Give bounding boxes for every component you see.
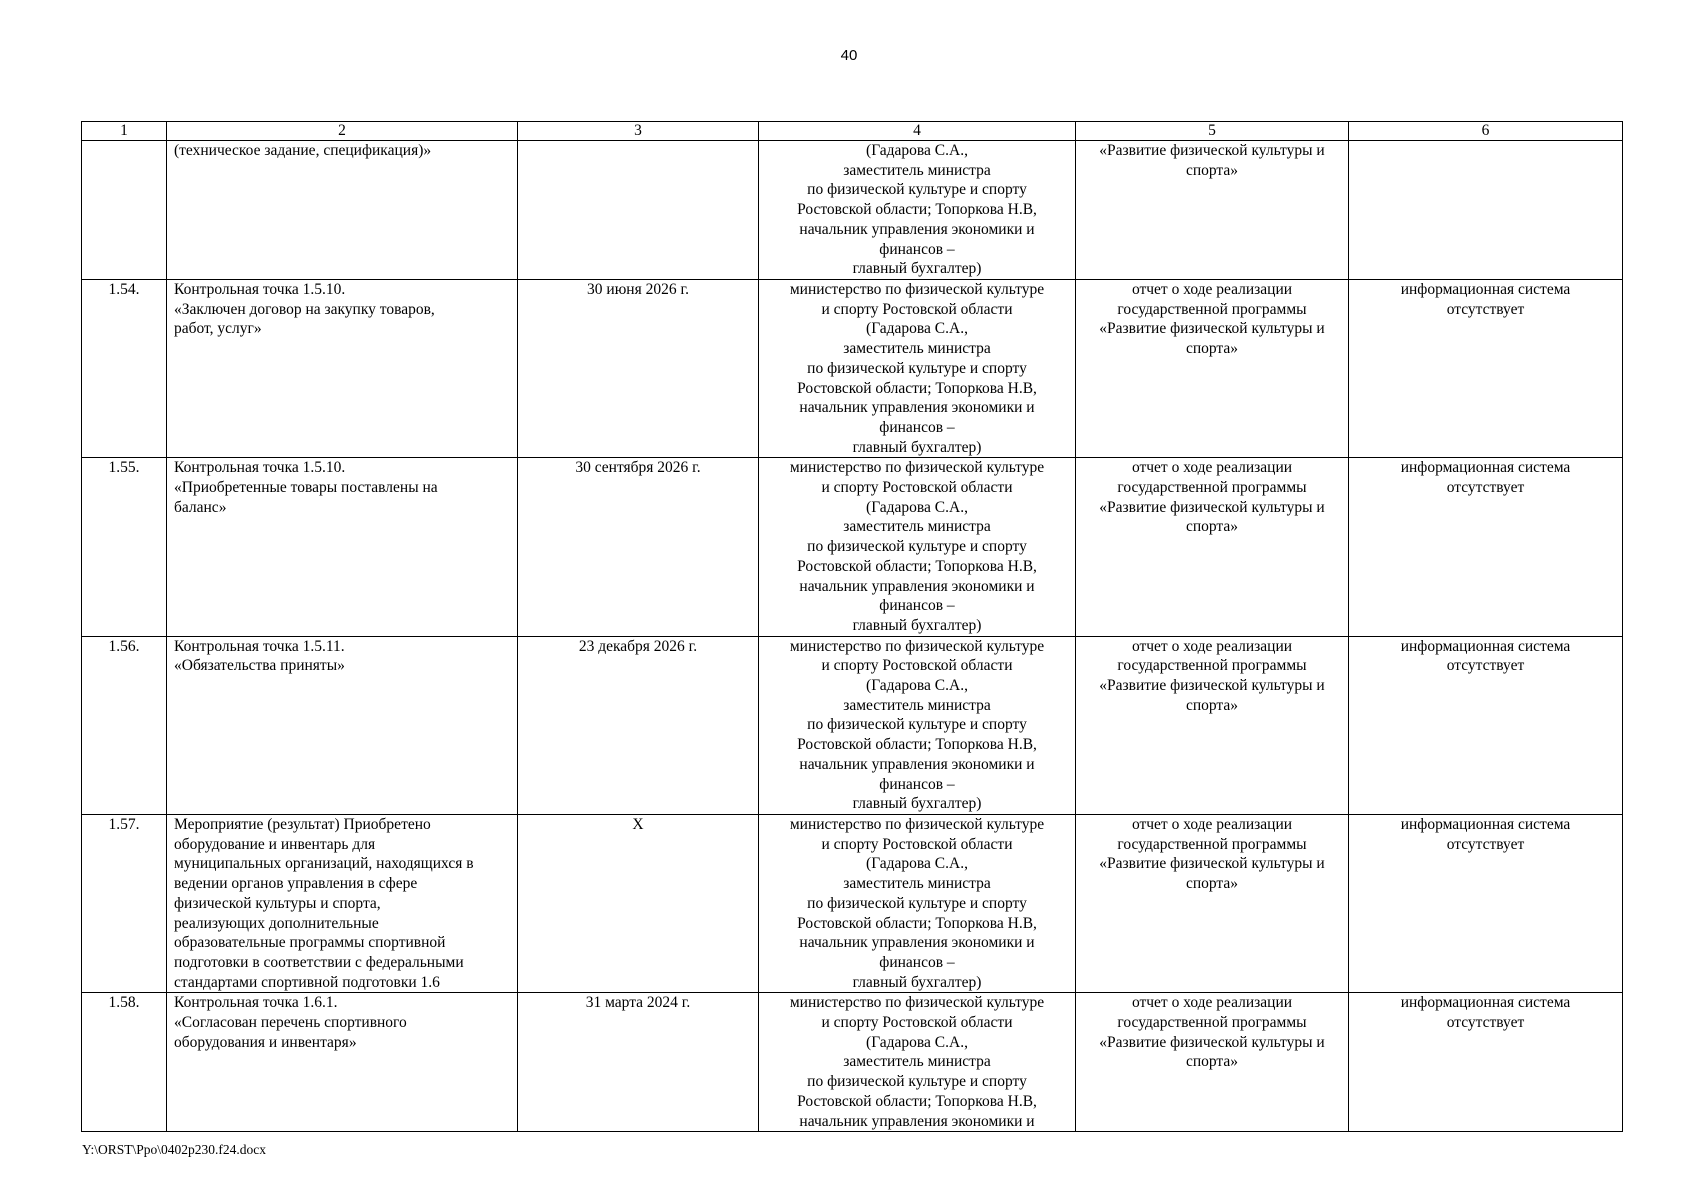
- page-number: 40: [840, 47, 858, 64]
- item-name-cell: Мероприятие (результат) Приобретено оборудование и инвентарь для муниципальных организаций, находящихся в ведении органов управления в сфере физической культуры и спорта, реализующих дополнительные образовательные программы спортивной подготовки в соответствии с федеральными стандартами спортивной подготовки 1.6: [167, 814, 518, 992]
- row-number-cell: 1.58.: [82, 993, 167, 1132]
- table-row: [82, 993, 1623, 1132]
- document-cell: отчет о ходе реализации государственной программы «Развитие физической культуры и спорта»: [1076, 280, 1349, 458]
- deadline-cell: 30 сентября 2026 г.: [518, 458, 759, 636]
- information-system-cell: информационная система отсутствует: [1349, 636, 1623, 814]
- responsible-cell: министерство по физической культуре и спорту Ростовской области (Гадарова С.А., заместитель министра по физической культуре и спорту Ростовской области; Топоркова Н.В, начальник управления экономики и финансов – главный бухгалтер): [759, 636, 1076, 814]
- information-system-cell: информационная система отсутствует: [1349, 280, 1623, 458]
- information-system-cell: информационная система отсутствует: [1349, 814, 1623, 992]
- column-number-row: [82, 122, 1623, 141]
- column-number: 6: [1349, 122, 1623, 141]
- deadline-cell: 31 марта 2024 г.: [518, 993, 759, 1132]
- information-system-cell: информационная система отсутствует: [1349, 458, 1623, 636]
- information-system-cell: [1349, 141, 1623, 280]
- responsible-cell: министерство по физической культуре и спорту Ростовской области (Гадарова С.А., заместитель министра по физической культуре и спорту Ростовской области; Топоркова Н.В, начальник управления экономики и финансов – главный бухгалтер): [759, 814, 1076, 992]
- row-number-cell: 1.56.: [82, 636, 167, 814]
- column-number: 4: [759, 122, 1076, 141]
- document-cell: отчет о ходе реализации государственной программы «Развитие физической культуры и спорта»: [1076, 636, 1349, 814]
- information-system-cell: информационная система отсутствует: [1349, 993, 1623, 1132]
- item-name-cell: Контрольная точка 1.5.11. «Обязательства приняты»: [167, 636, 518, 814]
- control-points-table: [81, 121, 1623, 1132]
- table-row: [82, 636, 1623, 814]
- file-path-footer: Y:\ORST\Ppo\0402p230.f24.docx: [82, 1142, 267, 1157]
- item-name-cell: Контрольная точка 1.5.10. «Приобретенные товары поставлены на баланс»: [167, 458, 518, 636]
- deadline-cell: 23 декабря 2026 г.: [518, 636, 759, 814]
- column-number: 5: [1076, 122, 1349, 141]
- responsible-cell: министерство по физической культуре и спорту Ростовской области (Гадарова С.А., заместитель министра по физической культуре и спорту Ростовской области; Топоркова Н.В, начальник управления экономики и: [759, 993, 1076, 1132]
- item-name-cell: (техническое задание, спецификация)»: [167, 141, 518, 280]
- document-cell: отчет о ходе реализации государственной программы «Развитие физической культуры и спорта»: [1076, 458, 1349, 636]
- column-number: 2: [167, 122, 518, 141]
- responsible-cell: (Гадарова С.А., заместитель министра по физической культуре и спорту Ростовской области; Топоркова Н.В, начальник управления экономики и финансов – главный бухгалтер): [759, 141, 1076, 280]
- table-row: [82, 814, 1623, 992]
- responsible-cell: министерство по физической культуре и спорту Ростовской области (Гадарова С.А., заместитель министра по физической культуре и спорту Ростовской области; Топоркова Н.В, начальник управления экономики и финансов – главный бухгалтер): [759, 280, 1076, 458]
- document-cell: отчет о ходе реализации государственной программы «Развитие физической культуры и спорта»: [1076, 993, 1349, 1132]
- row-number-cell: [82, 141, 167, 280]
- item-name-cell: Контрольная точка 1.5.10. «Заключен договор на закупку товаров, работ, услуг»: [167, 280, 518, 458]
- row-number-cell: 1.57.: [82, 814, 167, 992]
- document-cell: «Развитие физической культуры и спорта»: [1076, 141, 1349, 280]
- table-row: [82, 280, 1623, 458]
- deadline-cell: X: [518, 814, 759, 992]
- item-name-cell: Контрольная точка 1.6.1. «Согласован перечень спортивного оборудования и инвентаря»: [167, 993, 518, 1132]
- table-row: [82, 141, 1623, 280]
- responsible-cell: министерство по физической культуре и спорту Ростовской области (Гадарова С.А., заместитель министра по физической культуре и спорту Ростовской области; Топоркова Н.В, начальник управления экономики и финансов – главный бухгалтер): [759, 458, 1076, 636]
- column-number: 1: [82, 122, 167, 141]
- table-row: [82, 458, 1623, 636]
- column-number: 3: [518, 122, 759, 141]
- row-number-cell: 1.55.: [82, 458, 167, 636]
- deadline-cell: 30 июня 2026 г.: [518, 280, 759, 458]
- row-number-cell: 1.54.: [82, 280, 167, 458]
- document-cell: отчет о ходе реализации государственной программы «Развитие физической культуры и спорта»: [1076, 814, 1349, 992]
- deadline-cell: [518, 141, 759, 280]
